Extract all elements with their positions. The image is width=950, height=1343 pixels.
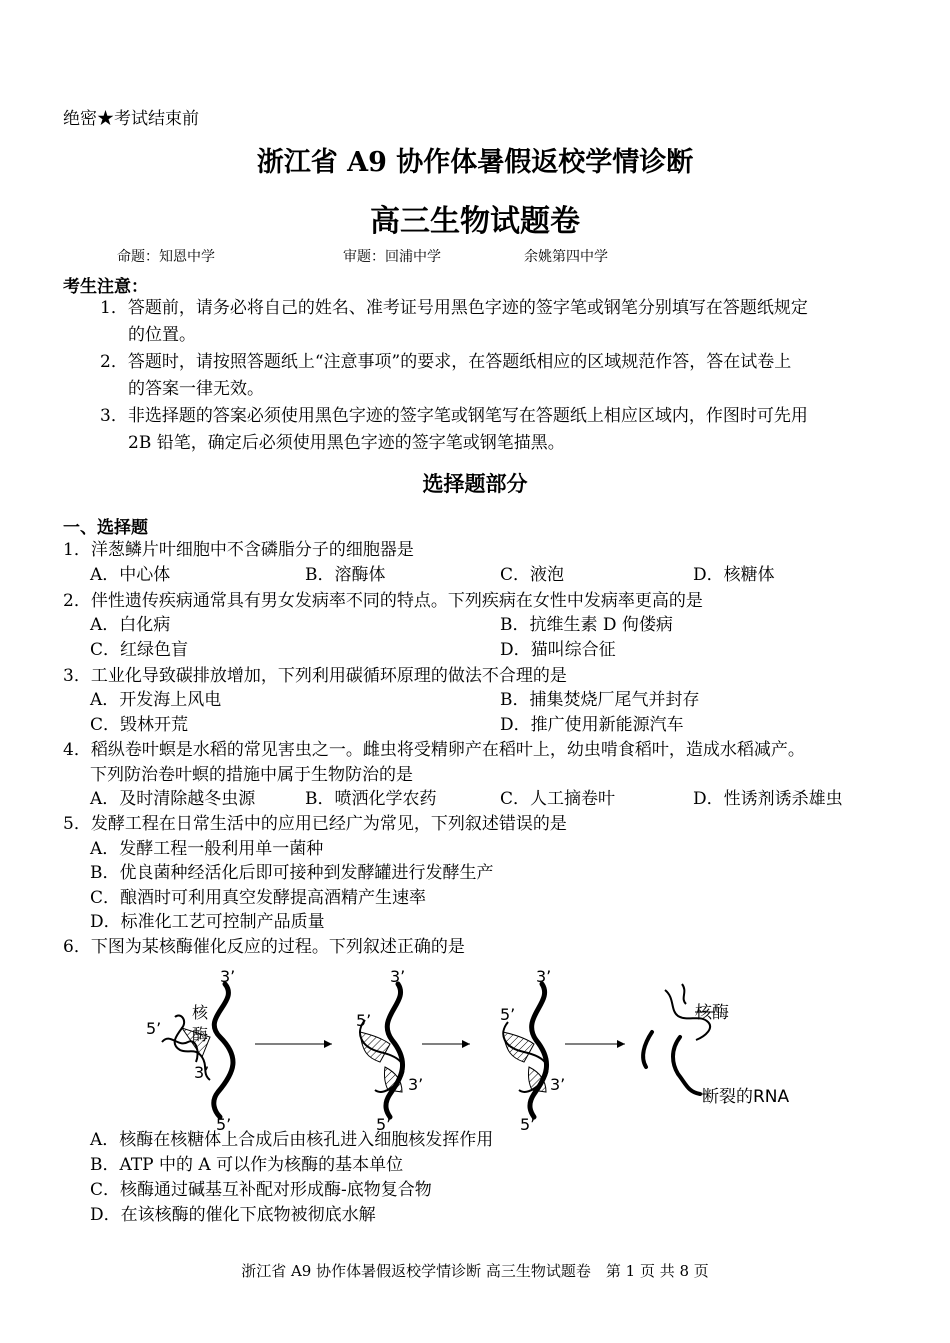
q3-option-b: B．捕集焚烧厂尾气并封存 (500, 690, 700, 710)
q1-option-b: B．溶酶体 (305, 565, 386, 585)
arrow-3 (565, 1040, 625, 1048)
q3-option-c: C．毁林开荒 (90, 715, 189, 735)
notice-item-1-cont: 的位置。 (128, 325, 196, 345)
q5-option-c: C．酿酒时可利用真空发酵提高酒精产生速率 (90, 888, 427, 908)
part-heading: 一、选择题 (63, 518, 148, 538)
q4-option-c: C．人工摘卷叶 (500, 789, 616, 809)
stage1-ribozyme-label-1: 核 (192, 1003, 209, 1022)
q2-option-d: D．猫叫综合征 (500, 640, 616, 660)
q1-option-d: D．核糖体 (693, 565, 775, 585)
q6-option-c: C．核酶通过碱基互补配对形成酶-底物复合物 (90, 1180, 432, 1200)
q6-option-b: B．ATP 中的 A 可以作为核酶的基本单位 (90, 1155, 404, 1175)
q4-option-d: D．性诱剂诱杀雄虫 (693, 789, 843, 809)
q1-option-c: C．液泡 (500, 565, 565, 585)
section-title: 选择题部分 (422, 471, 528, 496)
page-footer: 浙江省 A9 协作体暑假返校学情诊断 高三生物试题卷 第 1 页 共 8 页 (241, 1262, 709, 1280)
q4-option-a: A．及时清除越冬虫源 (90, 789, 256, 809)
stage2-5prime-bottom: 5’ (376, 1115, 392, 1132)
stage1-5prime-bottom: 5’ (216, 1115, 232, 1132)
question-4-stem-cont: 下列防治卷叶螟的措施中属于生物防治的是 (90, 765, 413, 785)
stage1-5prime-left: 5’ (146, 1019, 162, 1038)
q6-option-a: A．核酶在核糖体上合成后由核孔进入细胞核发挥作用 (90, 1130, 494, 1150)
stage3-5prime-bottom: 5’ (520, 1115, 536, 1132)
stage1-3prime-top: 3’ (220, 967, 236, 986)
arrow-2 (422, 1040, 470, 1048)
stage-3-complex (503, 984, 548, 1117)
notice-item-1: 1．答题前，请务必将自己的姓名、准考证号用黑色字迹的签字笔或钢笔分别填写在答题纸规定 (100, 298, 808, 318)
q1-option-a: A．中心体 (90, 565, 171, 585)
notice-item-3-cont: 2B 铅笔，确定后必须使用黑色字迹的签字笔或钢笔描黑。 (128, 433, 565, 453)
ribozyme-reaction-diagram (140, 962, 820, 1132)
q5-option-a: A．发酵工程一般利用单一菌种 (90, 839, 324, 859)
stage3-3prime-right: 3’ (550, 1075, 566, 1094)
stage1-ribozyme-label-2: 酶 (192, 1025, 209, 1044)
arrow-1 (255, 1040, 332, 1048)
q6-option-d: D．在该核酶的催化下底物被彻底水解 (90, 1205, 376, 1225)
credit-author: 命题：知恩中学 (117, 249, 215, 265)
q4-option-b: B．喷洒化学农药 (305, 789, 437, 809)
question-1-stem: 1．洋葱鳞片叶细胞中不含磷脂分子的细胞器是 (63, 540, 414, 560)
q2-option-c: C．红绿色盲 (90, 640, 189, 660)
q2-option-a: A．白化病 (90, 615, 171, 635)
notice-heading: 考生注意： (63, 277, 148, 297)
stage4-ribozyme-label: 核酶 (695, 1003, 729, 1023)
stage3-3prime-top: 3’ (536, 967, 552, 986)
stage-4-products (643, 984, 715, 1094)
stage3-5prime-left: 5’ (500, 1005, 516, 1024)
q5-option-d: D．标准化工艺可控制产品质量 (90, 912, 325, 932)
stage-2-complex (360, 984, 404, 1117)
question-5-stem: 5．发酵工程在日常生活中的应用已经广为常见，下列叙述错误的是 (63, 814, 567, 834)
broken-rna-label: 断裂的RNA (702, 1087, 790, 1107)
notice-item-2-cont: 的答案一律无效。 (128, 379, 264, 399)
paper-title: 高三生物试题卷 (370, 204, 580, 239)
stage2-3prime-right: 3’ (408, 1075, 424, 1094)
stage1-3prime-mid: 3’ (194, 1063, 210, 1082)
stage2-5prime-left: 5’ (356, 1011, 372, 1030)
question-6-stem: 6．下图为某核酶催化反应的过程。下列叙述正确的是 (63, 937, 465, 957)
notice-item-3: 3．非选择题的答案必须使用黑色字迹的签字笔或钢笔写在答题纸上相应区域内，作图时可先用 (100, 406, 808, 426)
exam-title: 浙江省 A9 协作体暑假返校学情诊断 (256, 147, 694, 178)
question-3-stem: 3．工业化导致碳排放增加，下列利用碳循环原理的做法不合理的是 (63, 666, 567, 686)
credit-reviewer-2: 余姚第四中学 (524, 249, 608, 265)
notice-item-2: 2．答题时，请按照答题纸上“注意事项”的要求，在答题纸相应的区域规范作答，答在试卷上 (100, 352, 792, 372)
credit-reviewer: 审题：回浦中学 (343, 249, 441, 265)
question-2-stem: 2．伴性遗传疾病通常具有男女发病率不同的特点。下列疾病在女性中发病率更高的是 (63, 591, 703, 611)
q3-option-d: D．推广使用新能源汽车 (500, 715, 684, 735)
question-4-stem: 4．稻纵卷叶螟是水稻的常见害虫之一。雌虫将受精卵产在稻叶上，幼虫啃食稻叶，造成水稻减产。 (63, 740, 805, 760)
q2-option-b: B．抗维生素 D 佝偻病 (500, 615, 673, 635)
q3-option-a: A．开发海上风电 (90, 690, 222, 710)
confidential-label: 绝密★考试结束前 (63, 109, 199, 129)
q5-option-b: B．优良菌种经活化后即可接种到发酵罐进行发酵生产 (90, 863, 494, 883)
stage2-3prime-top: 3’ (390, 967, 406, 986)
